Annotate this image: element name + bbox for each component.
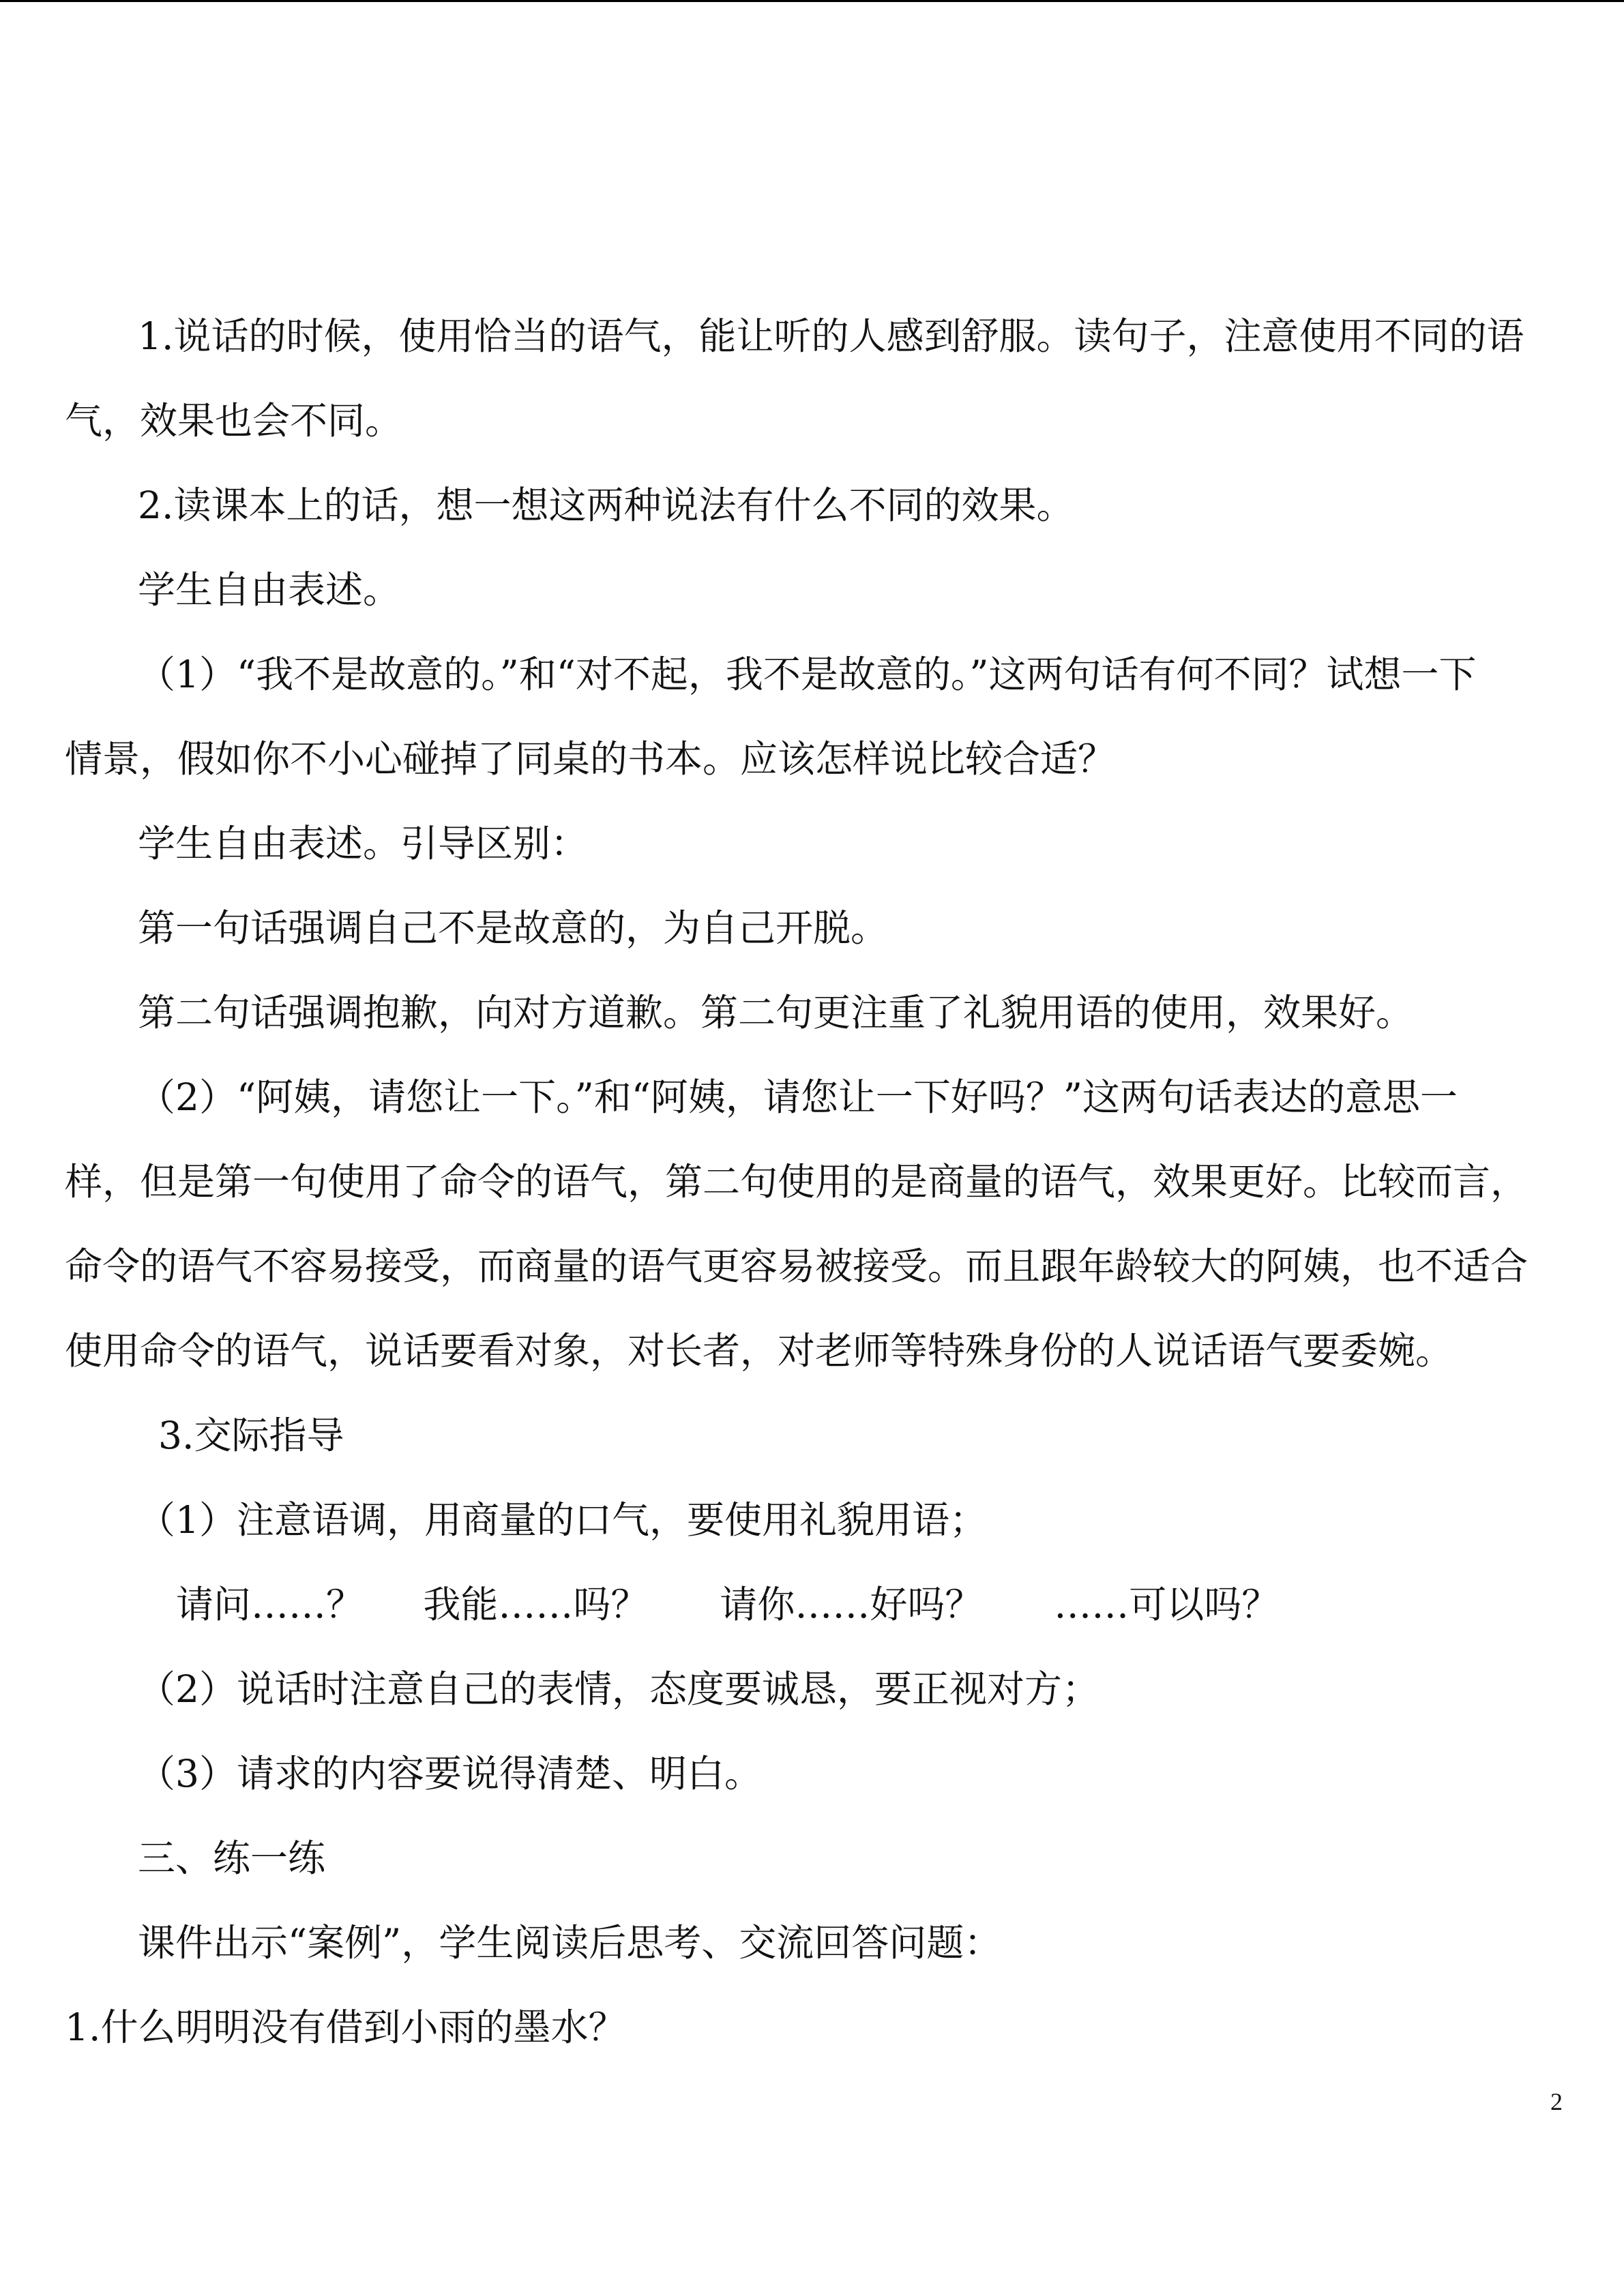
page-number: 2 xyxy=(1550,2088,1563,2115)
paragraph-line: 课件出示“案例”，学生阅读后思考、交流回答问题： xyxy=(138,1921,1002,1965)
paragraph-line: （3）请求的内容要说得清楚、明白。 xyxy=(138,1752,762,1795)
paragraph-line: 学生自由表述。引导区别： xyxy=(138,822,589,865)
paragraph-line: 1.什么明明没有借到小雨的墨水？ xyxy=(65,2006,626,2049)
paragraph-line: 气，效果也会不同。 xyxy=(65,399,403,443)
paragraph-line: （2）“阿姨，请您让一下。”和“阿姨，请您让一下好吗？”这两句话表达的意思一 xyxy=(138,1075,1458,1119)
paragraph-line: 第一句话强调自己不是故意的，为自己开脱。 xyxy=(138,906,889,950)
top-border-rule xyxy=(0,0,1624,2)
section-heading: 3.交际指导 xyxy=(158,1414,344,1457)
paragraph-line: 情景，假如你不小心碰掉了同桌的书本。应该怎样说比较合适？ xyxy=(65,737,1116,781)
section-heading: 三、练一练 xyxy=(138,1836,326,1880)
paragraph-line: 第二句话强调抱歉，向对方道歉。第二句更注重了礼貌用语的使用，效果好。 xyxy=(138,991,1414,1034)
paragraph-line: 2.读课本上的话，想一想这两种说法有什么不同的效果。 xyxy=(138,483,1074,527)
paragraph-line: （1）注意语调，用商量的口气，要使用礼貌用语； xyxy=(138,1498,987,1542)
paragraph-line: 使用命令的语气，说话要看对象，对长者，对老师等特殊身份的人说话语气要委婉。 xyxy=(65,1329,1453,1373)
example-phrases: 请问……？ 我能……吗？ 请你……好吗？ ……可以吗？ xyxy=(176,1583,1280,1626)
paragraph-line: （2）说话时注意自己的表情，态度要诚恳，要正视对方； xyxy=(138,1667,1099,1711)
paragraph-line: 1.说话的时候，使用恰当的语气，能让听的人感到舒服。读句子，注意使用不同的语 xyxy=(138,314,1524,358)
paragraph-line: 学生自由表述。 xyxy=(138,568,401,612)
paragraph-line: （1）“我不是故意的。”和“对不起，我不是故意的。”这两句话有何不同？试想一下 xyxy=(138,653,1477,696)
paragraph-line: 样，但是第一句使用了命令的语气，第二句使用的是商量的语气，效果更好。比较而言， xyxy=(65,1160,1529,1204)
paragraph-line: 命令的语气不容易接受，而商量的语气更容易被接受。而且跟年龄较大的阿姨，也不适合 xyxy=(65,1244,1529,1288)
